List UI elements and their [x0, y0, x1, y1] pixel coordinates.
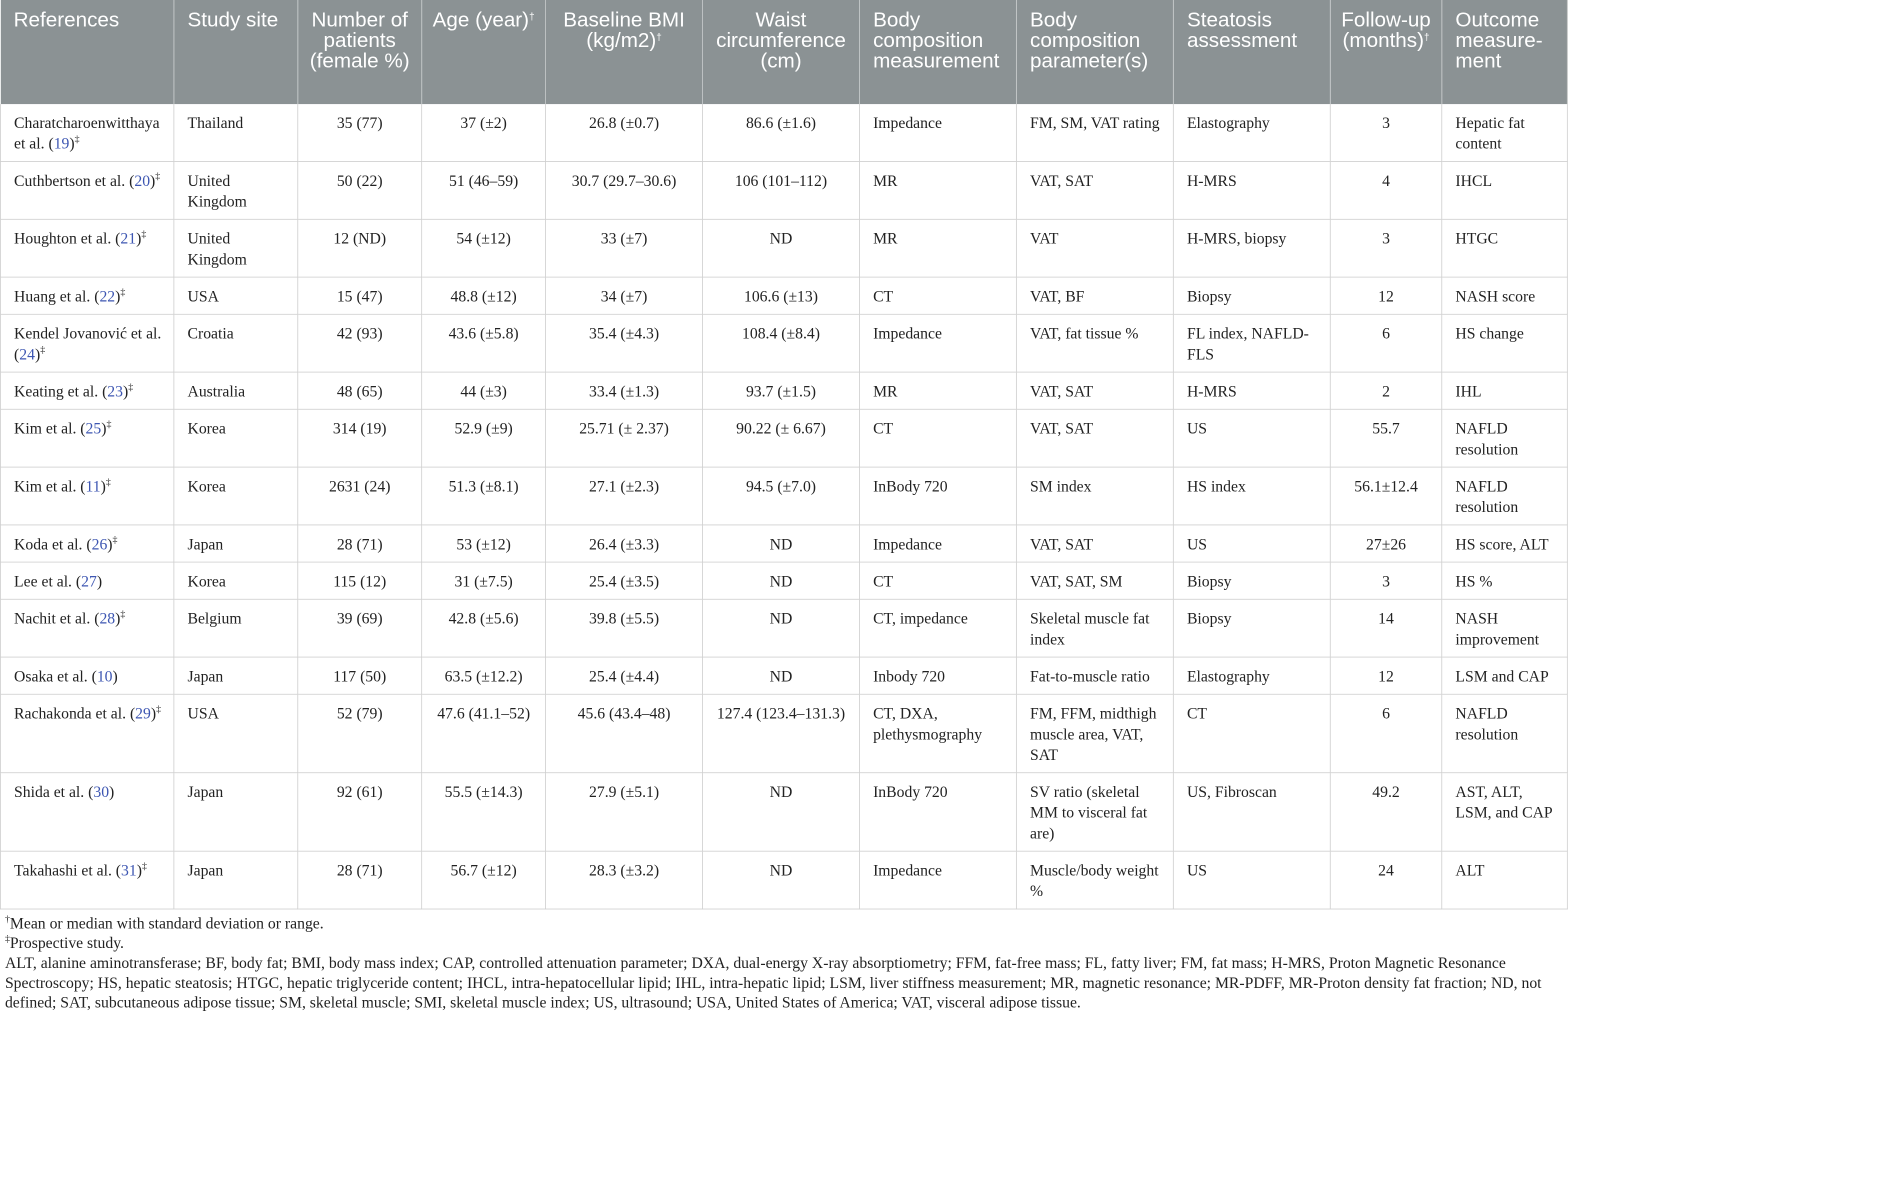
reference-cell: Cuthbertson et al. (20)‡ — [0, 161, 173, 219]
n-cell: 28 (71) — [298, 851, 422, 909]
method-cell: MR — [859, 219, 1016, 277]
citation-link[interactable]: 31 — [121, 862, 137, 880]
reference-cell: Charatcharoenwitthaya et al. (19)‡ — [0, 104, 173, 161]
age-cell: 31 (±7.5) — [422, 562, 546, 599]
site-cell: Croatia — [174, 314, 298, 372]
citation-link[interactable]: 28 — [99, 610, 116, 628]
citation-link[interactable]: 30 — [93, 783, 110, 802]
bmi-cell: 45.6 (43.4–48) — [546, 694, 703, 772]
table-row — [0, 694, 1567, 772]
site-cell: USA — [174, 694, 298, 772]
waist-cell: 108.4 (±8.4) — [703, 314, 860, 372]
citation-link[interactable]: 11 — [85, 478, 101, 496]
waist-cell: 94.5 (±7.0) — [703, 467, 860, 525]
method-cell: InBody 720 — [859, 467, 1016, 525]
column-header: Body composition measurement — [859, 0, 1016, 104]
bmi-cell: 33 (±7) — [546, 219, 703, 277]
steatosis-cell: US — [1173, 851, 1330, 909]
method-cell: Impedance — [859, 525, 1016, 562]
age-cell: 53 (±12) — [422, 525, 546, 562]
age-cell: 48.8 (±12) — [422, 277, 546, 314]
column-header: Waist circumference (cm) — [703, 0, 860, 104]
site-cell: Thailand — [174, 104, 298, 161]
n-cell: 52 (79) — [298, 694, 422, 772]
age-cell: 52.9 (±9) — [422, 409, 546, 467]
citation-link[interactable]: 29 — [135, 705, 151, 723]
bmi-cell: 33.4 (±1.3) — [546, 372, 703, 409]
outcome-cell: IHL — [1442, 372, 1568, 409]
age-cell: 47.6 (41.1–52) — [422, 694, 546, 772]
reference-cell: Shida et al. (30) — [0, 773, 173, 851]
column-header: Follow-up (months)† — [1330, 0, 1442, 104]
params-cell: Skeletal muscle fat index — [1016, 599, 1173, 657]
n-cell: 2631 (24) — [298, 467, 422, 525]
n-cell: 12 (ND) — [298, 219, 422, 277]
citation-link[interactable]: 25 — [85, 420, 102, 438]
steatosis-cell: Elastography — [1173, 104, 1330, 161]
followup-cell: 12 — [1330, 277, 1442, 314]
steatosis-cell: H-MRS — [1173, 372, 1330, 409]
params-cell: VAT, SAT — [1016, 525, 1173, 562]
outcome-cell: HS score, ALT — [1442, 525, 1568, 562]
waist-cell: ND — [703, 657, 860, 694]
site-cell: Australia — [174, 372, 298, 409]
age-cell: 37 (±2) — [422, 104, 546, 161]
site-cell: Japan — [174, 657, 298, 694]
outcome-cell: HS % — [1442, 562, 1568, 599]
column-header: References — [0, 0, 173, 104]
steatosis-cell: US — [1173, 525, 1330, 562]
outcome-cell: NAFLD resolution — [1442, 694, 1568, 772]
site-cell: United Kingdom — [174, 161, 298, 219]
citation-link[interactable]: 20 — [134, 172, 151, 190]
table-row — [0, 851, 1567, 909]
site-cell: Korea — [174, 409, 298, 467]
column-header: Study site — [174, 0, 298, 104]
steatosis-cell: CT — [1173, 694, 1330, 772]
params-cell: SM index — [1016, 467, 1173, 525]
bmi-cell: 30.7 (29.7–30.6) — [546, 161, 703, 219]
table-row — [0, 219, 1567, 277]
table-row — [0, 277, 1567, 314]
waist-cell: ND — [703, 525, 860, 562]
followup-cell: 12 — [1330, 657, 1442, 694]
params-cell: VAT, fat tissue % — [1016, 314, 1173, 372]
method-cell: MR — [859, 372, 1016, 409]
steatosis-cell: Elastography — [1173, 657, 1330, 694]
waist-cell: ND — [703, 562, 860, 599]
waist-cell: 86.6 (±1.6) — [703, 104, 860, 161]
age-cell: 51.3 (±8.1) — [422, 467, 546, 525]
reference-cell: Kendel Jovanović et al. (24)‡ — [0, 314, 173, 372]
params-cell: VAT, BF — [1016, 277, 1173, 314]
bmi-cell: 25.4 (±3.5) — [546, 562, 703, 599]
steatosis-cell: HS index — [1173, 467, 1330, 525]
method-cell: InBody 720 — [859, 773, 1016, 851]
column-header: Steatosis assessment — [1173, 0, 1330, 104]
age-cell: 44 (±3) — [422, 372, 546, 409]
n-cell: 115 (12) — [298, 562, 422, 599]
reference-cell: Kim et al. (25)‡ — [0, 409, 173, 467]
params-cell: VAT, SAT, SM — [1016, 562, 1173, 599]
bmi-cell: 25.4 (±4.4) — [546, 657, 703, 694]
followup-cell: 56.1±12.4 — [1330, 467, 1442, 525]
followup-cell: 27±26 — [1330, 525, 1442, 562]
table-row — [0, 161, 1567, 219]
site-cell: United Kingdom — [174, 219, 298, 277]
steatosis-cell: H-MRS, biopsy — [1173, 219, 1330, 277]
steatosis-cell: FL index, NAFLD-FLS — [1173, 314, 1330, 372]
age-cell: 51 (46–59) — [422, 161, 546, 219]
followup-cell: 3 — [1330, 104, 1442, 161]
table-header-row — [0, 0, 1567, 104]
method-cell: CT — [859, 562, 1016, 599]
site-cell: Korea — [174, 467, 298, 525]
age-cell: 56.7 (±12) — [422, 851, 546, 909]
n-cell: 92 (61) — [298, 773, 422, 851]
method-cell: CT — [859, 277, 1016, 314]
site-cell: Japan — [174, 851, 298, 909]
outcome-cell: IHCL — [1442, 161, 1568, 219]
table-row — [0, 372, 1567, 409]
steatosis-cell: US — [1173, 409, 1330, 467]
params-cell: VAT, SAT — [1016, 409, 1173, 467]
citation-link[interactable]: 22 — [99, 288, 116, 306]
table-footnotes — [0, 914, 1567, 1013]
site-cell: Korea — [174, 562, 298, 599]
column-header: Body composition parameter(s) — [1016, 0, 1173, 104]
params-cell: FM, SM, VAT rating — [1016, 104, 1173, 161]
waist-cell: 90.22 (± 6.67) — [703, 409, 860, 467]
site-cell: Belgium — [174, 599, 298, 657]
n-cell: 35 (77) — [298, 104, 422, 161]
citation-link[interactable]: 24 — [19, 346, 35, 364]
table-row — [0, 314, 1567, 372]
bmi-cell: 26.4 (±3.3) — [546, 525, 703, 562]
column-header: Age (year)† — [422, 0, 546, 104]
column-header: Number of patients (female %) — [298, 0, 422, 104]
waist-cell: 127.4 (123.4–131.3) — [703, 694, 860, 772]
table-row — [0, 562, 1567, 599]
followup-cell: 3 — [1330, 219, 1442, 277]
waist-cell: ND — [703, 219, 860, 277]
age-cell: 43.6 (±5.8) — [422, 314, 546, 372]
outcome-cell: LSM and CAP — [1442, 657, 1568, 694]
age-cell: 63.5 (±12.2) — [422, 657, 546, 694]
reference-cell: Osaka et al. (10) — [0, 657, 173, 694]
table-row — [0, 409, 1567, 467]
n-cell: 117 (50) — [298, 657, 422, 694]
reference-cell: Lee et al. (27) — [0, 562, 173, 599]
method-cell: Impedance — [859, 104, 1016, 161]
method-cell: Impedance — [859, 314, 1016, 372]
age-cell: 42.8 (±5.6) — [422, 599, 546, 657]
citation-link[interactable]: 21 — [120, 230, 137, 248]
outcome-cell: Hepatic fat content — [1442, 104, 1568, 161]
method-cell: CT, impedance — [859, 599, 1016, 657]
reference-cell: Rachakonda et al. (29)‡ — [0, 694, 173, 772]
bmi-cell: 25.71 (± 2.37) — [546, 409, 703, 467]
params-cell: SV ratio (skeletal MM to visceral fat are) — [1016, 773, 1173, 851]
steatosis-cell: H-MRS — [1173, 161, 1330, 219]
reference-cell: Houghton et al. (21)‡ — [0, 219, 173, 277]
reference-cell: Takahashi et al. (31)‡ — [0, 851, 173, 909]
steatosis-cell: Biopsy — [1173, 562, 1330, 599]
n-cell: 39 (69) — [298, 599, 422, 657]
bmi-cell: 35.4 (±4.3) — [546, 314, 703, 372]
method-cell: CT, DXA, plethysmography — [859, 694, 1016, 772]
reference-cell: Keating et al. (23)‡ — [0, 372, 173, 409]
n-cell: 314 (19) — [298, 409, 422, 467]
outcome-cell: NAFLD resolution — [1442, 409, 1568, 467]
method-cell: Impedance — [859, 851, 1016, 909]
table-row — [0, 773, 1567, 851]
bmi-cell: 27.1 (±2.3) — [546, 467, 703, 525]
site-cell: USA — [174, 277, 298, 314]
steatosis-cell: US, Fibroscan — [1173, 773, 1330, 851]
outcome-cell: NAFLD resolution — [1442, 467, 1568, 525]
citation-link[interactable]: 19 — [53, 135, 70, 153]
table-body — [0, 104, 1567, 909]
n-cell: 28 (71) — [298, 525, 422, 562]
citation-link[interactable]: 27 — [81, 573, 97, 591]
citation-link[interactable]: 10 — [96, 668, 113, 686]
n-cell: 50 (22) — [298, 161, 422, 219]
waist-cell: 106.6 (±13) — [703, 277, 860, 314]
followup-cell: 6 — [1330, 314, 1442, 372]
bmi-cell: 34 (±7) — [546, 277, 703, 314]
bmi-cell: 39.8 (±5.5) — [546, 599, 703, 657]
outcome-cell: NASH improvement — [1442, 599, 1568, 657]
reference-cell: Koda et al. (26)‡ — [0, 525, 173, 562]
waist-cell: 93.7 (±1.5) — [703, 372, 860, 409]
steatosis-cell: Biopsy — [1173, 277, 1330, 314]
method-cell: CT — [859, 409, 1016, 467]
outcome-cell: NASH score — [1442, 277, 1568, 314]
followup-cell: 6 — [1330, 694, 1442, 772]
age-cell: 54 (±12) — [422, 219, 546, 277]
footnote-abbreviations: ALT, alanine aminotransferase; BF, body fat; BMI, body mass index; CAP, controlled attenuation parameter; DXA, dual-energy X-ray absorptiometry; FFM, fat-free mass; FL, fatty liver; FM, fat mass; H-MRS, Proton Magnetic Resonance Spectroscopy; HS, hepatic steatosis; HTGC, hepatic triglyceride content; IHCL, intra-hepatocellular lipid; IHL, intra-hepatic lipid; LSM, liver stiffness measurement; MR, magnetic resonance; MR-PDFF, MR-Proton density fat fraction; ND, not defined; SAT, subcutaneous adipose tissue; SM, skeletal muscle; SMI, skeletal muscle index; US, ultrasound; USA, United States of America; VAT, visceral adipose tissue. — [4, 954, 1542, 1012]
steatosis-cell: Biopsy — [1173, 599, 1330, 657]
params-cell: FM, FFM, midthigh muscle area, VAT, SAT — [1016, 694, 1173, 772]
footnote-dagger: †Mean or median with standard deviation or range. — [4, 912, 324, 933]
outcome-cell: HTGC — [1442, 219, 1568, 277]
n-cell: 15 (47) — [298, 277, 422, 314]
params-cell: Muscle/body weight % — [1016, 851, 1173, 909]
waist-cell: ND — [703, 773, 860, 851]
age-cell: 55.5 (±14.3) — [422, 773, 546, 851]
method-cell: MR — [859, 161, 1016, 219]
followup-cell: 14 — [1330, 599, 1442, 657]
site-cell: Japan — [174, 773, 298, 851]
followup-cell: 55.7 — [1330, 409, 1442, 467]
followup-cell: 3 — [1330, 562, 1442, 599]
table-row — [0, 467, 1567, 525]
table-row — [0, 525, 1567, 562]
table-row — [0, 599, 1567, 657]
n-cell: 48 (65) — [298, 372, 422, 409]
waist-cell: 106 (101–112) — [703, 161, 860, 219]
bmi-cell: 26.8 (±0.7) — [546, 104, 703, 161]
followup-cell: 49.2 — [1330, 773, 1442, 851]
table-row — [0, 104, 1567, 161]
bmi-cell: 28.3 (±3.2) — [546, 851, 703, 909]
reference-cell: Kim et al. (11)‡ — [0, 467, 173, 525]
site-cell: Japan — [174, 525, 298, 562]
footnote-double-dagger: ‡Prospective study. — [4, 932, 124, 953]
method-cell: Inbody 720 — [859, 657, 1016, 694]
bmi-cell: 27.9 (±5.1) — [546, 773, 703, 851]
citation-link[interactable]: 26 — [91, 536, 108, 554]
reference-cell: Huang et al. (22)‡ — [0, 277, 173, 314]
column-header: Outcome measure-ment — [1442, 0, 1568, 104]
outcome-cell: ALT — [1442, 851, 1568, 909]
params-cell: Fat-to-muscle ratio — [1016, 657, 1173, 694]
followup-cell: 24 — [1330, 851, 1442, 909]
waist-cell: ND — [703, 599, 860, 657]
params-cell: VAT — [1016, 219, 1173, 277]
followup-cell: 2 — [1330, 372, 1442, 409]
params-cell: VAT, SAT — [1016, 161, 1173, 219]
n-cell: 42 (93) — [298, 314, 422, 372]
followup-cell: 4 — [1330, 161, 1442, 219]
reference-cell: Nachit et al. (28)‡ — [0, 599, 173, 657]
citation-link[interactable]: 23 — [107, 383, 123, 401]
table-row — [0, 657, 1567, 694]
column-header: Baseline BMI (kg/m2)† — [546, 0, 703, 104]
params-cell: VAT, SAT — [1016, 372, 1173, 409]
outcome-cell: HS change — [1442, 314, 1568, 372]
outcome-cell: AST, ALT, LSM, and CAP — [1442, 773, 1568, 851]
waist-cell: ND — [703, 851, 860, 909]
